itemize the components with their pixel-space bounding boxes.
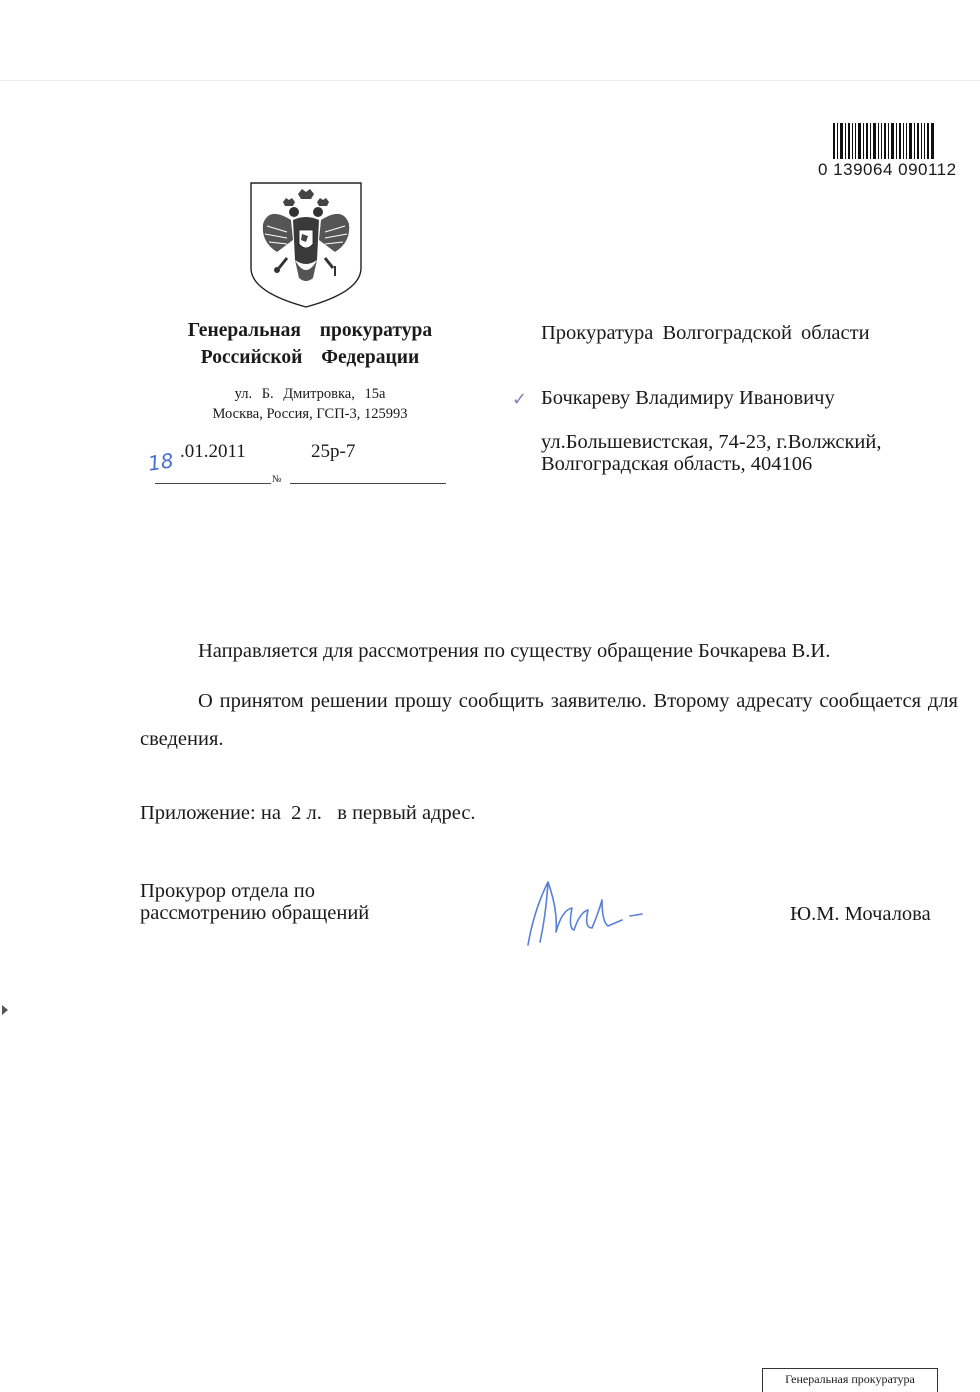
receipt-stamp: Генеральная прокуратура [762,1368,938,1392]
body-paragraph-2: О принятом решении прошу сообщить заявителю. Второму адресату сообщается для сведения. [140,690,958,750]
document-number: 25р-7 [311,441,356,462]
sender-address-line1: ул. Б. Дмитровка, 15а [234,386,386,402]
recipient-address-line1: ул.Большевистская, 74-23, г.Волжский, [541,431,882,453]
sender-address-line2: Москва, Россия, ГСП-3, 125993 [212,406,408,422]
signatory-title-line1: Прокурор отдела по [140,880,315,902]
checkmark-icon: ✓ [512,389,528,410]
recipient-person: Бочкареву Владимиру Ивановичу [541,387,835,409]
barcode-number: 0 139064 090112 [818,160,957,179]
body-paragraph-1: Направляется для рассмотрения по существу обращение Бочкарева В.И. [198,640,831,662]
margin-arrow-icon [2,1005,8,1015]
signatory-title [140,880,369,924]
number-sign: № [272,474,282,485]
date-day-handwritten: 18 [146,448,175,476]
barcode [833,123,961,159]
attachment-note: Приложение: на 2 л. в первый адрес. [140,802,476,824]
number-underline [290,483,446,484]
sender-org-line2: Российской Федерации [200,347,420,368]
signatory-name: Ю.М. Мочалова [790,903,931,925]
date-underline [155,483,271,484]
signatory-title-line2: рассмотрению обращений [140,902,370,924]
document-date: .01.2011 [180,441,246,462]
recipient-prosecutor-office: Прокуратура Волгоградской области [541,322,870,344]
handwritten-signature [518,870,643,955]
coat-of-arms-icon [247,180,365,310]
recipient-address-line2: Волгоградская область, 404106 [541,453,813,475]
sender-org-line1: Генеральная прокуратура [187,320,433,341]
scan-edge-line [0,80,980,81]
